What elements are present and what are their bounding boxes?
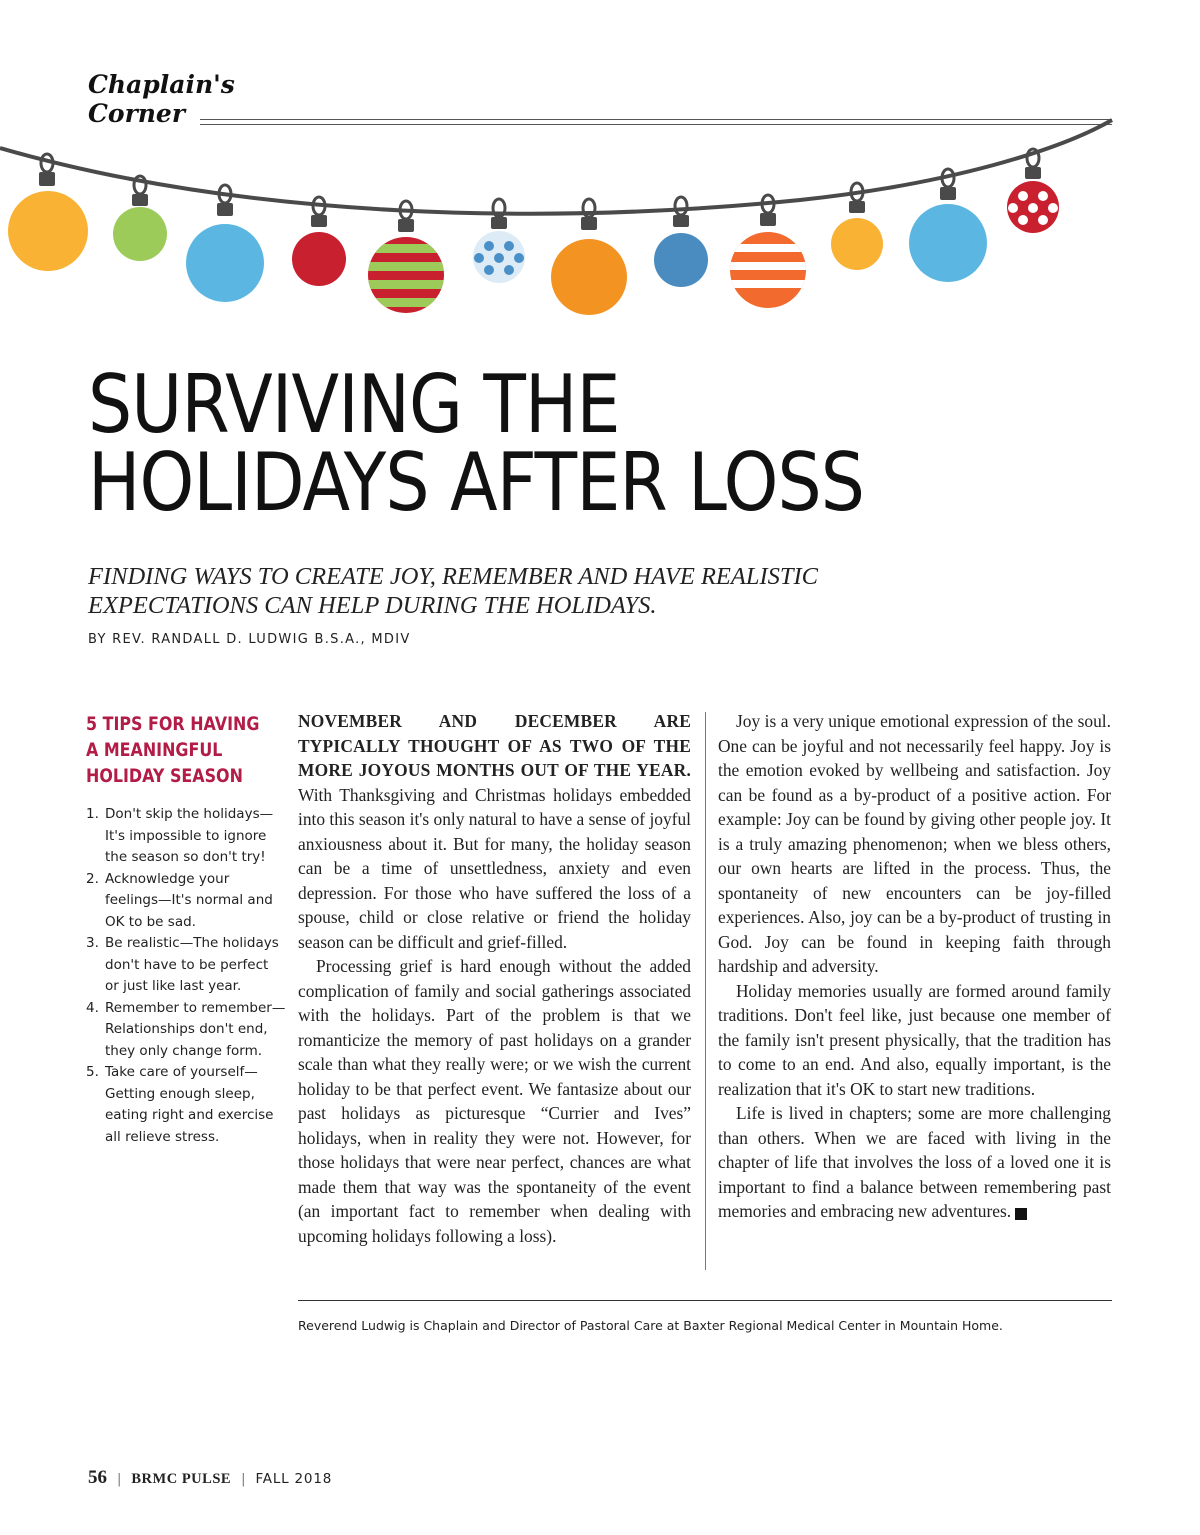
- article-title-line2: HOLIDAYS AFTER LOSS: [88, 436, 865, 529]
- tip-number: 5.: [86, 1064, 99, 1080]
- section-label-line2: Corner: [88, 99, 185, 128]
- body-column-1: [298, 709, 691, 1248]
- ornament-11: [909, 169, 987, 282]
- tip-item: [86, 869, 286, 934]
- tip-text: Be realistic—The holidays don't have to be perfect or just like last year.: [105, 935, 279, 994]
- sidebar-title-line3: HOLIDAY SEASON: [86, 766, 243, 787]
- body-paragraph-2: Processing grief is hard enough without the added complication of family and social gatherings associated with the holidays. Part of the problem is that we romanticize the memory of past holidays on a grander scale than what they really were; or we wish the current holiday to be that perfect event. We fantasize about our past holidays as picturesque “Currier and Ives” holidays, when in reality they were not. However, for those holidays that were near perfect, chances are what made them that way was the spontaneity of the event (an important fact to remember when dealing with upcoming holidays following a loss).: [298, 956, 691, 1246]
- body-paragraph-4: Holiday memories usually are formed around family traditions. Don't feel like, just because one member of the family isn't present physically, that the tradition has to come to an end. And also, equally important, is the realization that it's OK to start new traditions.: [718, 980, 1111, 1099]
- article-deck: [88, 562, 988, 620]
- section-label-line1: Chaplain's: [88, 70, 235, 99]
- tip-item: [86, 933, 286, 998]
- issue-label: FALL 2018: [255, 1471, 333, 1487]
- tip-text: Acknowledge your feelings—It's normal and OK to be sad.: [105, 870, 273, 930]
- tips-list: [86, 804, 286, 1148]
- article-deck-line1: FINDING WAYS TO CREATE JOY, REMEMBER AND HAVE REALISTIC: [88, 563, 818, 590]
- ornament-3: [186, 185, 264, 302]
- ornament-4: [292, 197, 346, 286]
- article-title: [88, 358, 865, 529]
- column-divider: [705, 712, 706, 1270]
- byline: BY REV. RANDALL D. LUDWIG B.S.A., MDIV: [88, 632, 411, 647]
- ornament-5-striped: [366, 201, 446, 313]
- body-paragraph-5: [718, 1101, 1111, 1224]
- sidebar-title-line1: 5 TIPS FOR HAVING: [86, 714, 260, 735]
- author-bio: Reverend Ludwig is Chaplain and Director of Pastoral Care at Baxter Regional Medical Center in Mountain Home.: [298, 1318, 1003, 1333]
- ornament-1: [8, 154, 88, 271]
- paragraph-1-text: With Thanksgiving and Christmas holidays embedded into this season it's only natural to have a sense of joyful anxiousness about it. But for many, the holiday season can be a time of unsettledness, anxiety and even depression. For those who have suffered the loss of a spouse, child or close relative or friend the holiday season can be difficult and grief-filled.: [298, 784, 691, 952]
- tip-text: Don't skip the holidays—It's impossible to ignore the season so don't try!: [105, 806, 274, 865]
- ornament-garland-illustration: [0, 110, 1200, 330]
- bio-divider: [298, 1300, 1112, 1301]
- tip-number: 2.: [86, 870, 99, 887]
- sidebar-title: [86, 712, 258, 790]
- paragraph-5-text: Life is lived in chapters; some are more challenging than others. When we are faced with living in the chapter of life that involves the loss of a loved one it is important to find a balance between remembering past memories and embracing new adventures.: [718, 1103, 1111, 1221]
- end-mark-icon: P: [1015, 1208, 1027, 1220]
- page-footer: [88, 1467, 332, 1489]
- sidebar-title-line2: A MEANINGFUL: [86, 740, 223, 761]
- ornament-9-striped: [728, 195, 808, 308]
- tip-text: Take care of yourself—Getting enough sleep, eating right and exercise all relieve stress.: [105, 1064, 274, 1145]
- tip-number: 4.: [86, 999, 99, 1016]
- article-title-line1: SURVIVING THE: [88, 358, 620, 451]
- tips-sidebar: [86, 712, 286, 1148]
- article-deck-line2: EXPECTATIONS CAN HELP DURING THE HOLIDAYS.: [88, 592, 657, 619]
- tip-number: 1.: [86, 806, 99, 822]
- ornament-2: [113, 176, 167, 261]
- tip-number: 3.: [86, 935, 99, 951]
- page-number: 56: [88, 1467, 107, 1488]
- tip-item: [86, 998, 286, 1063]
- tip-item: [86, 804, 286, 869]
- publication-name: BRMC PULSE: [131, 1471, 232, 1487]
- footer-separator: |: [241, 1472, 246, 1487]
- ornament-7: [551, 199, 627, 315]
- body-paragraph-1: [298, 709, 691, 954]
- footer-separator: |: [117, 1472, 122, 1487]
- ornament-12-dotted: [1007, 149, 1059, 233]
- body-paragraph-3: Joy is a very unique emotional expression of the soul. One can be joyful and not necessarily feel happy. Joy is the emotion evoked by wellbeing and satisfaction. Joy can be found as a by-product of a positive action. For example: Joy can be found by giving other people joy. It is a truly amazing phenomenon; when we bless others, our own hearts are lifted in the process. Thus, the spontaneity of new encounters can be joy-filled experiences. Also, joy can be a by-product of trusting in God. Joy can be found in keeping faith through hardship and adversity.: [718, 711, 1111, 976]
- body-column-2: [718, 709, 1111, 1224]
- tip-text: Remember to remember—Relationships don't end, they only change form.: [105, 999, 286, 1059]
- lead-in: NOVEMBER AND DECEMBER ARE TYPICALLY THOUGHT OF AS TWO OF THE MORE JOYOUS MONTHS OUT OF THE YEAR.: [298, 711, 691, 780]
- tip-item: [86, 1062, 286, 1148]
